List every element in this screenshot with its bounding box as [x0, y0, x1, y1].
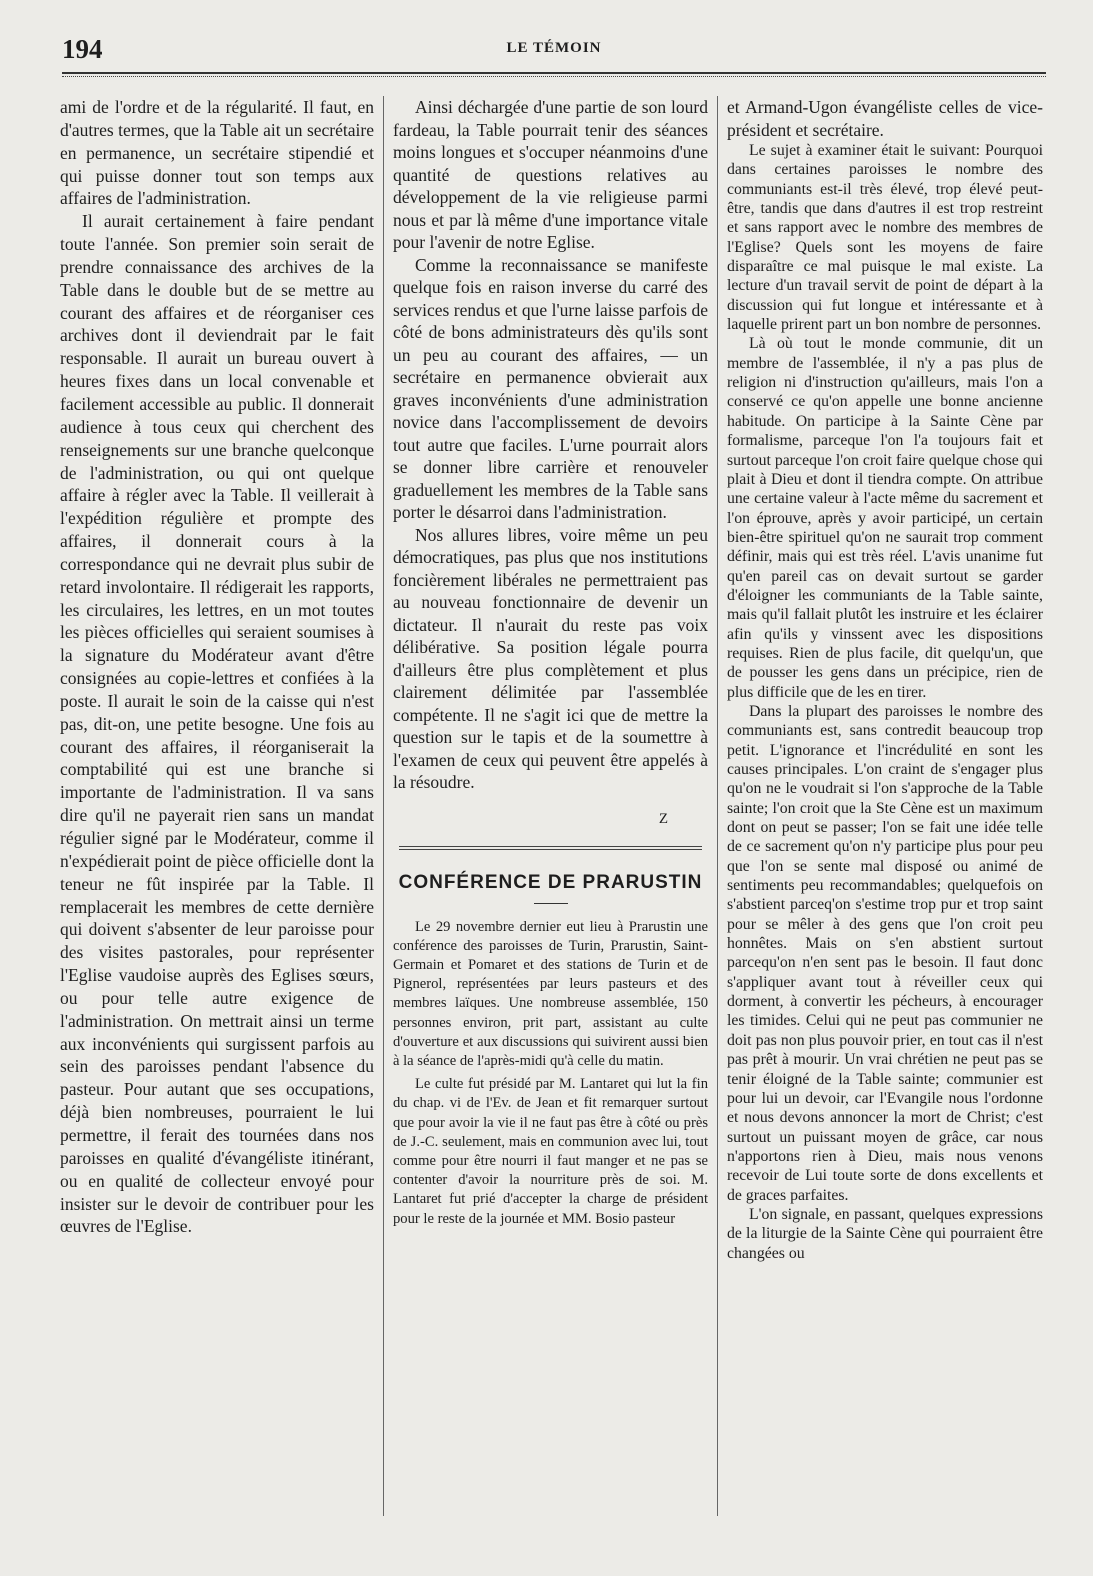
column-divider [717, 96, 718, 1516]
title-dash [534, 903, 568, 904]
column-divider [383, 96, 384, 1516]
paragraph: Le sujet à examiner était le suivant: Pourquoi dans certaines paroisses le nombre des communiants est-il très élevé, trop élevé peut-être, tandis que dans d'autres il est trop restreint et sans rapport avec le nombre des membres de l'Eglise? Quels sont les moyens de faire disparaître ce mal puisque le mal existe. La lecture d'un travail servit de point de départ à la discussion qui fut longue et intéressante et à laquelle prirent part un bon nombre de personnes. [727, 142, 1043, 334]
page-header [62, 32, 1046, 64]
page-number: 194 [62, 34, 103, 64]
column-1 [60, 96, 374, 1238]
paragraph: ami de l'ordre et de la régularité. Il faut, en d'autres termes, que la Table ait un secrétaire en permanence, un secrétaire stipendié et qui puisse donner tout son temps aux affaires de l'administration. [60, 97, 374, 209]
column-3 [727, 96, 1043, 1263]
paragraph: Comme la reconnaissance se manifeste quelque fois en raison inverse du carré des services rendus et que l'urne laisse parfois de côté de bons administrateurs dès qu'ils sont un peu au courant des affaires, — un secrétaire en permanence obvierait aux graves inconvénients d'une administration novice dans l'accomplissement de devoirs tout autre que faciles. L'urne pourrait alors se donner libre carrière et renouveler graduellement les membres de la Table sans porter le désarroi dans l'administration. [393, 254, 708, 522]
section-separator [399, 846, 702, 850]
paragraph: Il aurait certainement à faire pendant toute l'année. Son premier soin serait de prendre connaissance des archives de la Table dans le double but de se mettre au courant des affaires et de réorganiser ces archives dont il deviendrait par le fait responsable. Il aurait un bureau ouvert à heures fixes dans un local convenable et facilement accessible au public. Il donnerait audience à tous ceux qui cherchent des renseignements sur une branche quelconque de l'administration, ou qui ont quelque affaire à régler avec la Table. Il veillerait à l'expédition régulière et prompte des affaires, il donnerait cours à la correspondance qui ne devrait plus subir de retard involontaire. Il rédigerait les rapports, les circulaires, les lettres, en un mot toutes les pièces officielles qui seraient soumises à la signature du Modérateur avant d'être consignées au copie-lettres et confiées à la poste. Il aurait le soin de la caisse qui n'est pas, dit-on, une petite besogne. Une fois au courant des affaires, il réorganiserait la comptabilité qui est une branche si importante de l'administration. Il va sans dire qu'il ne payerait rien sans un mandat régulier signé par le Modérateur, comme il n'expédierait point de pièce officielle dont la teneur ne fût inspirée par la Table. Il remplacerait les membres de cette dernière qui doivent s'absenter de leur paroisse pour des visites pastorales, pour représenter l'Eglise vaudoise auprès des Eglises sœurs, ou pour telle autre exigence de l'administration. On mettrait ainsi un terme aux inconvénients qui surgissent parfois au sein des paroisses pendant l'absence du pasteur. Pour autant que ses occupations, déjà bien nombreuses, pourraient le lui permettre, il ferait des tournées dans nos paroisses en qualité d'évangéliste itinérant, ou en qualité de collecteur envoyé pour insister sur le devoir de contribuer pour les œuvres de l'Eglise. [60, 211, 374, 1237]
paragraph: Le culte fut présidé par M. Lantaret qui lut la fin du chap. vi de l'Ev. de Jean et fit remarquer surtout que pour avoir la vie il ne faut pas être à côté ou près de J.-C. seulement, mais en communion avec lui, tout comme pour être nourri il faut manger et ne pas se contenter d'avoir la nourriture près de soi. M. Lantaret fut prié d'accepter la charge de président pour le reste de la journée et MM. Bosio pasteur [393, 1076, 708, 1227]
paragraph: Nos allures libres, voire même un peu démocratiques, pas plus que nos institutions foncièrement libérales ne permettraient pas au nouveau fonctionnaire de devenir un dictateur. Il n'aurait du reste pas voix délibérative. Sa position légale pourra d'ailleurs être plus complètement et plus clairement délimitée par l'assemblée compétente. Il ne s'agit ici que de mettre la question sur le tapis et de la soumettre à l'examen de ceux qui peuvent être appelés à la résoudre. [393, 524, 708, 792]
header-rule-dotted [62, 76, 1046, 77]
column-2 [393, 96, 708, 1229]
article-signature: Z [658, 810, 668, 827]
paragraph: L'on signale, en passant, quelques expressions de la liturgie de la Sainte Cène qui pourraient être changées ou [727, 1205, 1043, 1262]
running-title: LE TÉMOIN [506, 40, 602, 56]
paragraph: Là où tout le monde communie, dit un membre de l'assemblée, il n'y a pas plus de religion ni d'instruction qu'ailleurs, mais l'on a conservé ce qu'on appelle une bonne ancienne habitude. On participe à la Sainte Cène par formalisme, parceque l'on l'a toujours fait et surtout parceque l'on croit faire quelque chose qui plait à Dieu et dont il tiendra compte. On attribue une certaine valeur à l'acte même du sacrement et l'on éprouve, après y avoir participé, un certain bien-être spirituel qu'on ne saurait trop comment définir, mais qui est très réel. L'avis unanime fut qu'en pareil cas on devait surtout se garder d'éloigner les communiants de la Table sainte, mais qu'il fallait plutôt les instruire et les éclairer afin qu'ils y vinssent avec les dispositions requises. Rien de plus facile, dit quelqu'un, que de pousser les gens dans un précipice, rien de plus difficile que de les en tirer. [727, 335, 1043, 701]
paragraph: Ainsi déchargée d'une partie de son lourd fardeau, la Table pourrait tenir des séances moins longues et s'occuper néanmoins d'une quantité de questions relatives au développement de la vie religieuse parmi nous et par là même d'une importance vitale pour l'avenir de notre Eglise. [393, 97, 708, 252]
section-title: CONFÉRENCE DE PRARUSTIN [398, 872, 703, 893]
paragraph: Le 29 novembre dernier eut lieu à Prarustin une conférence des paroisses de Turin, Prarustin, Saint-Germain et Pomaret et des stations de Turin et de Pignerol, représentées par leurs pasteurs et des membres laïques. Une nombreuse assemblée, 150 personnes environ, prit part, assistant au culte d'ouverture et aux discussions qui suivirent aussi bien à la séance de l'après-midi qu'à celle du matin. [393, 918, 708, 1069]
paragraph: et Armand-Ugon évangéliste celles de vice-président et secrétaire. [727, 97, 1043, 140]
header-rule [62, 72, 1046, 74]
paragraph: Dans la plupart des paroisses le nombre des communiants est, sans contredit beaucoup trop petit. L'ignorance et l'incrédulité en sont les causes principales. L'on craint de s'engager plus qu'on ne le voudrait si l'on s'approche de la Table sainte; l'on croit que la Ste Cène est un maximum dont on peut se passer; l'on se fait une idée telle de ce sacrement qu'on n'y participe plus pour peu que l'on se sente mal disposé ou animé de sentiments peu recommandables; quelquefois on s'abstient parceq'on s'estime trop pur et trop saint pour se mêler à des gens que l'on croit peu honnêtes. Mais on s'en abstient surtout parcequ'on n'en sent pas le besoin. Il faut donc s'appliquer avant tout à réveiller ceux qui dorment, à convertir les pécheurs, à encourager les timides. Celui qui ne peut pas communier ne doit pas non plus pouvoir prier, en tout cas il n'est pas prêt à mourir. Un vrai chrétien ne peut pas se tenir éloigné de la Table sainte; communier est pour lui un devoir, car l'Evangile nous l'ordonne et nous devons annoncer la mort de Christ; c'est surtout un puissant moyen de grâce, car nous n'apportons rien à Dieu, mais nous venons recevoir de Lui toute sorte de dons excellents et de graces parfaites. [727, 702, 1043, 1204]
